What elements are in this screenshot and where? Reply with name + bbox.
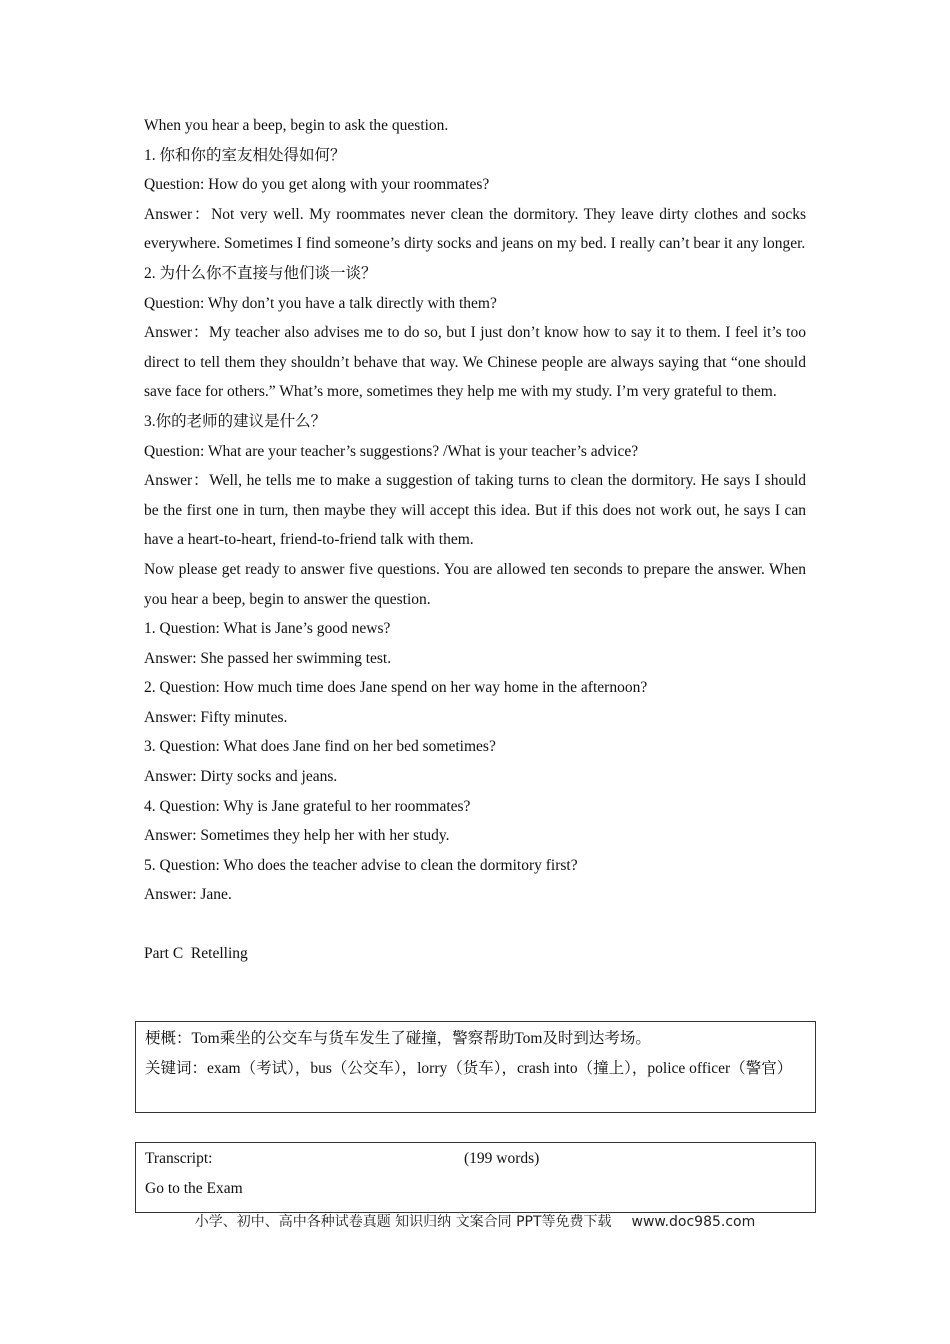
question-2-english: Question: Why don’t you have a talk directly with them? [144,294,497,312]
answer-3: Answer：Well, he tells me to make a suggestion of taking turns to clean the dormitory. He says I should be the first one in turn, then maybe they will accept this idea. But if this does not work out, he says I can have a heart-to-heart, friend-to-friend talk with them. [144,472,806,549]
question-2-chinese: 2. 为什么你不直接与他们谈一谈？ [144,264,377,282]
summary-box [135,1021,816,1113]
qa-question-3: 3. Question: What does Jane find on her bed sometimes? [144,738,496,756]
qa-answer-5: Answer: Jane. [144,886,232,904]
word-count: (199 words) [464,1150,540,1167]
qa-answer-1: Answer: She passed her swimming test. [144,649,392,667]
summary-text: 梗概：Tom乘坐的公交车与货车发生了碰撞，警察帮助Tom及时到达考场。 [145,1030,651,1047]
answer-2: Answer：My teacher also advises me to do so, but I just don’t know how to say it to them. I feel it’s too direct to tell them they shouldn’t behave that way. We Chinese people are always saying that “one should save face for others.” What’s more, sometimes they help me with my study. I’m very grateful to them. [144,324,806,401]
qa-answer-3: Answer: Dirty socks and jeans. [144,768,338,786]
answer-instruction: Now please get ready to answer five questions. You are allowed ten seconds to prepare the answer. When you hear a beep, begin to answer the question. [144,560,806,608]
footer-text: 小学、初中、高中各种试卷真题 知识归纳 文案合同 PPT等免费下载 [194,1214,612,1230]
document-body [144,111,806,969]
blank-line [144,910,806,939]
qa-answer-2: Answer: Fifty minutes. [144,708,288,726]
qa-question-2: 2. Question: How much time does Jane spend on her way home in the afternoon? [144,679,648,697]
footer-site: www.doc985.com [631,1214,756,1230]
answer-1: Answer：Not very well. My roommates never clean the dormitory. They leave dirty clothes and socks everywhere. Sometimes I find someone’s dirty socks and jeans on my bed. I really can’t bear it any longer. [144,205,806,253]
qa-question-1: 1. Question: What is Jane’s good news? [144,620,391,638]
qa-question-4: 4. Question: Why is Jane grateful to her roommates? [144,797,471,815]
qa-answer-4: Answer: Sometimes they help her with her study. [144,827,450,845]
section-heading-part-c: Part C Retelling [144,945,248,963]
transcript-header [145,1144,806,1174]
instruction-line: When you hear a beep, begin to ask the question. [144,117,449,134]
question-3-chinese: 3.你的老师的建议是什么？ [144,412,327,430]
qa-question-5: 5. Question: Who does the teacher advise to clean the dormitory first? [144,856,578,874]
transcript-title: Go to the Exam [145,1179,243,1197]
keywords-text: 关键词：exam（考试），bus（公交车），lorry（货车），crash into（撞上），police officer（警官） [145,1059,793,1077]
transcript-box [135,1142,816,1213]
page-footer [0,1210,950,1234]
question-1-chinese: 1. 你和你的室友相处得如何？ [144,146,346,164]
transcript-label: Transcript: [145,1150,213,1167]
question-1-english: Question: How do you get along with your roommates? [144,176,490,194]
question-3-english: Question: What are your teacher’s suggestions? /What is your teacher’s advice? [144,442,639,460]
